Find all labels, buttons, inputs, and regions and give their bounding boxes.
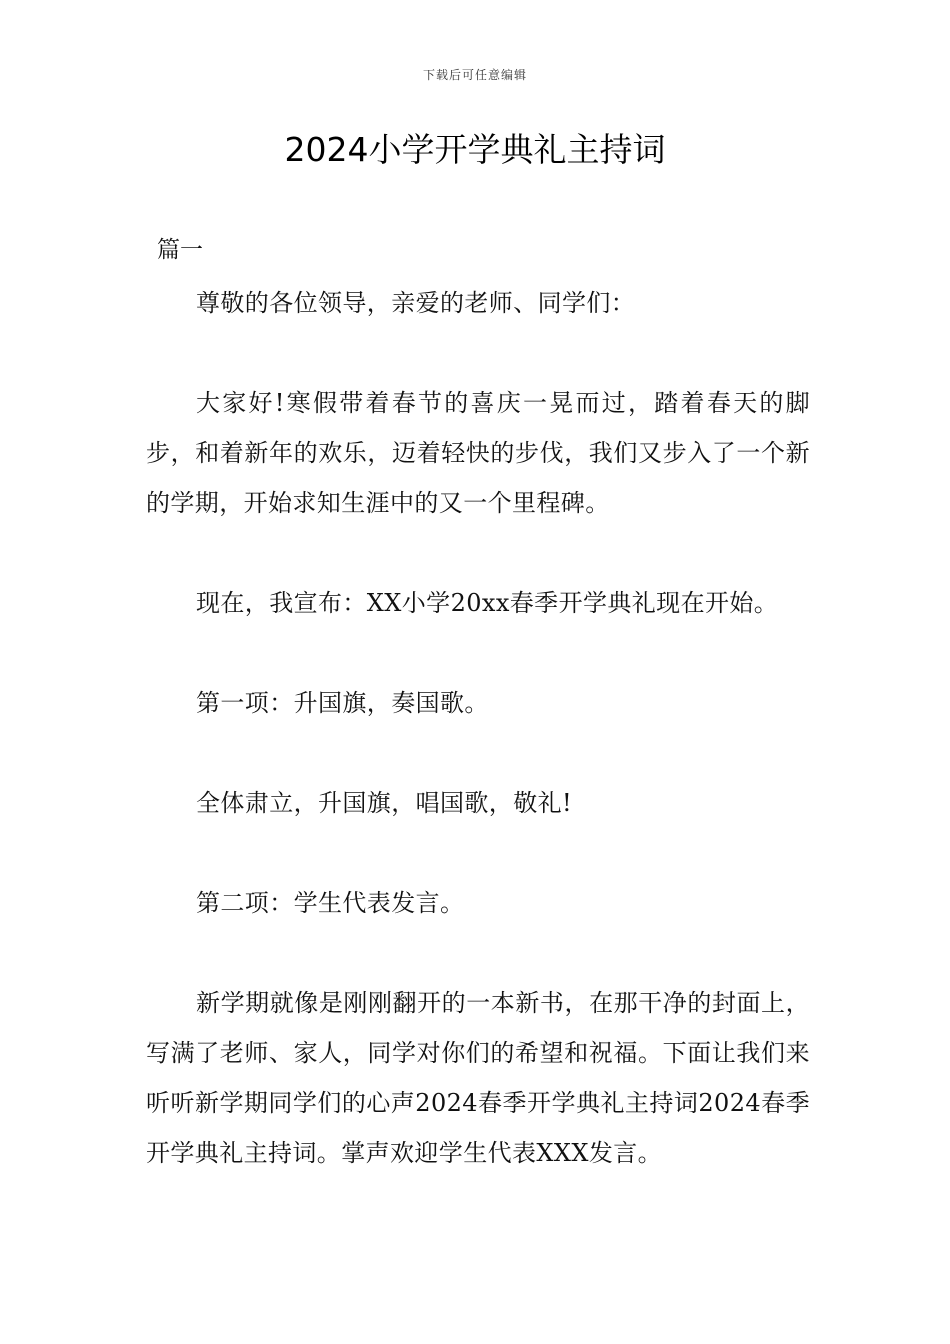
paragraph-item-1: 第一项：升国旗，奏国歌。	[196, 689, 489, 717]
document-title: 2024小学开学典礼主持词	[284, 130, 666, 169]
paragraph-item-2: 第二项：学生代表发言。	[196, 889, 465, 917]
paragraph-announcement: 现在，我宣布：XX小学20xx春季开学典礼现在开始。	[196, 589, 779, 617]
document-body	[146, 278, 810, 1178]
header-note: 下载后可任意编辑	[422, 68, 527, 82]
section-label: 篇一	[157, 237, 203, 263]
paragraph-greeting: 尊敬的各位领导，亲爱的老师、同学们：	[196, 289, 636, 317]
paragraph-opening: 大家好!寒假带着春节的喜庆一晃而过，踏着春天的脚步，和着新年的欢乐，迈着轻快的步伐，我们又步入了一个新的学期，开始求知生涯中的又一个里程碑。	[146, 389, 810, 517]
paragraph-flag-raising: 全体肃立，升国旗，唱国歌，敬礼!	[196, 789, 573, 817]
paragraph-student-speech: 新学期就像是刚刚翻开的一本新书，在那干净的封面上，写满了老师、家人，同学对你们的希望和祝福。下面让我们来听听新学期同学们的心声2024春季开学典礼主持词2024春季开学典礼主持词。掌声欢迎学生代表XXX发言。	[146, 989, 810, 1167]
